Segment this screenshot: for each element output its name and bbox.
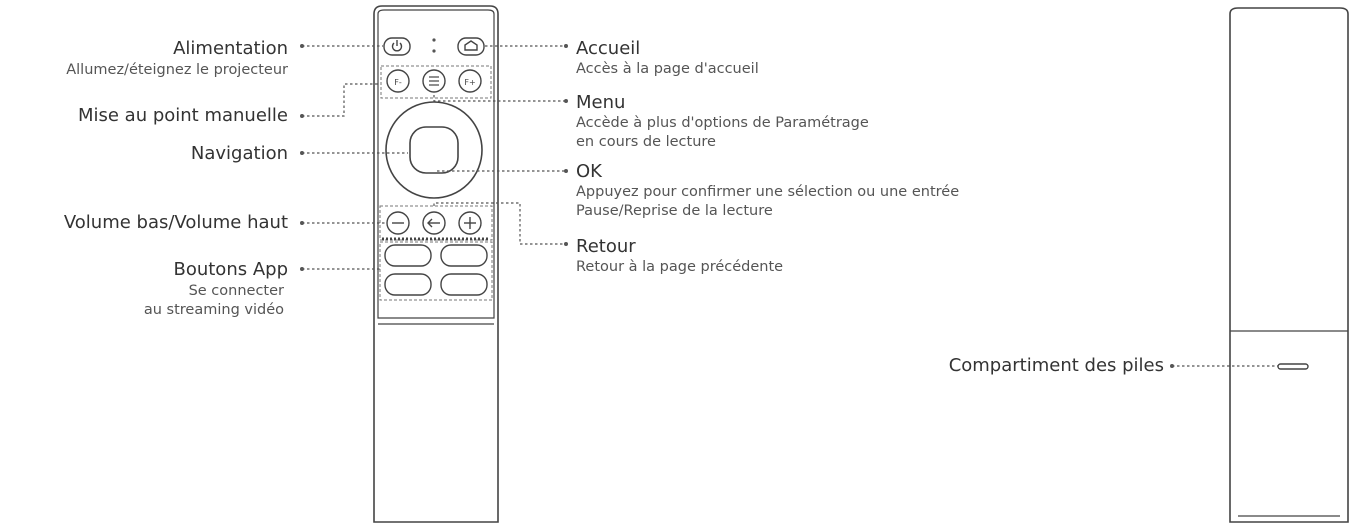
focus-plus-label: F+ — [464, 78, 476, 87]
indicator-dots — [432, 38, 435, 52]
label-ok — [576, 161, 959, 221]
ok-desc-2: Pause/Reprise de la lecture — [576, 203, 773, 219]
menu-icon — [429, 77, 439, 85]
label-back — [576, 236, 783, 277]
app-button-2 — [441, 245, 487, 266]
remote-front — [374, 6, 498, 522]
label-apps — [173, 259, 288, 281]
home-desc: Accès à la page d'accueil — [576, 61, 759, 77]
app-button-4 — [441, 274, 487, 295]
apps-desc-1: Se connecter — [188, 283, 284, 299]
focus-title: Mise au point manuelle — [77, 105, 288, 126]
navigation-title: Navigation — [190, 143, 288, 164]
power-desc: Allumez/éteignez le projecteur — [66, 62, 288, 78]
label-navigation — [191, 143, 288, 165]
home-button — [458, 38, 484, 55]
label-home — [576, 38, 759, 79]
label-power — [173, 38, 288, 60]
ok-desc-1: Appuyez pour confirmer une sélection ou une entrée — [576, 184, 960, 200]
label-volume — [64, 212, 288, 234]
ok-title: OK — [576, 161, 602, 182]
power-button — [384, 38, 410, 55]
apps-title: Boutons App — [173, 259, 288, 280]
label-power-desc — [66, 61, 288, 80]
volume-up-button — [459, 212, 481, 234]
navigation-ring — [386, 102, 482, 198]
volume-title: Volume bas/Volume haut — [63, 212, 288, 233]
ok-button — [410, 127, 458, 173]
apps-group-outline — [380, 242, 492, 300]
back-title: Retour — [576, 236, 636, 257]
app-button-3 — [385, 274, 431, 295]
remote-front-body — [374, 6, 498, 522]
apps-desc-2: au streaming vidéo — [143, 302, 284, 318]
remote-back-body — [1230, 8, 1348, 522]
app-button-1 — [385, 245, 431, 266]
battery-latch — [1278, 364, 1308, 369]
menu-desc-1: Accède à plus d'options de Paramétrage — [576, 115, 869, 131]
menu-desc-2: en cours de lecture — [576, 134, 716, 150]
battery-title: Compartiment des piles — [948, 355, 1164, 376]
label-apps-desc — [144, 282, 284, 320]
focus-minus-label: F- — [394, 78, 402, 87]
back-desc: Retour à la page précédente — [576, 259, 784, 275]
home-title: Accueil — [576, 38, 641, 59]
volume-down-button — [387, 212, 409, 234]
label-focus — [78, 105, 288, 127]
remote-front-panel — [378, 10, 494, 318]
remote-back — [1230, 8, 1348, 522]
power-title: Alimentation — [173, 38, 288, 59]
label-battery — [949, 355, 1164, 377]
menu-title: Menu — [576, 92, 626, 113]
back-button — [423, 212, 445, 234]
label-menu — [576, 92, 869, 152]
